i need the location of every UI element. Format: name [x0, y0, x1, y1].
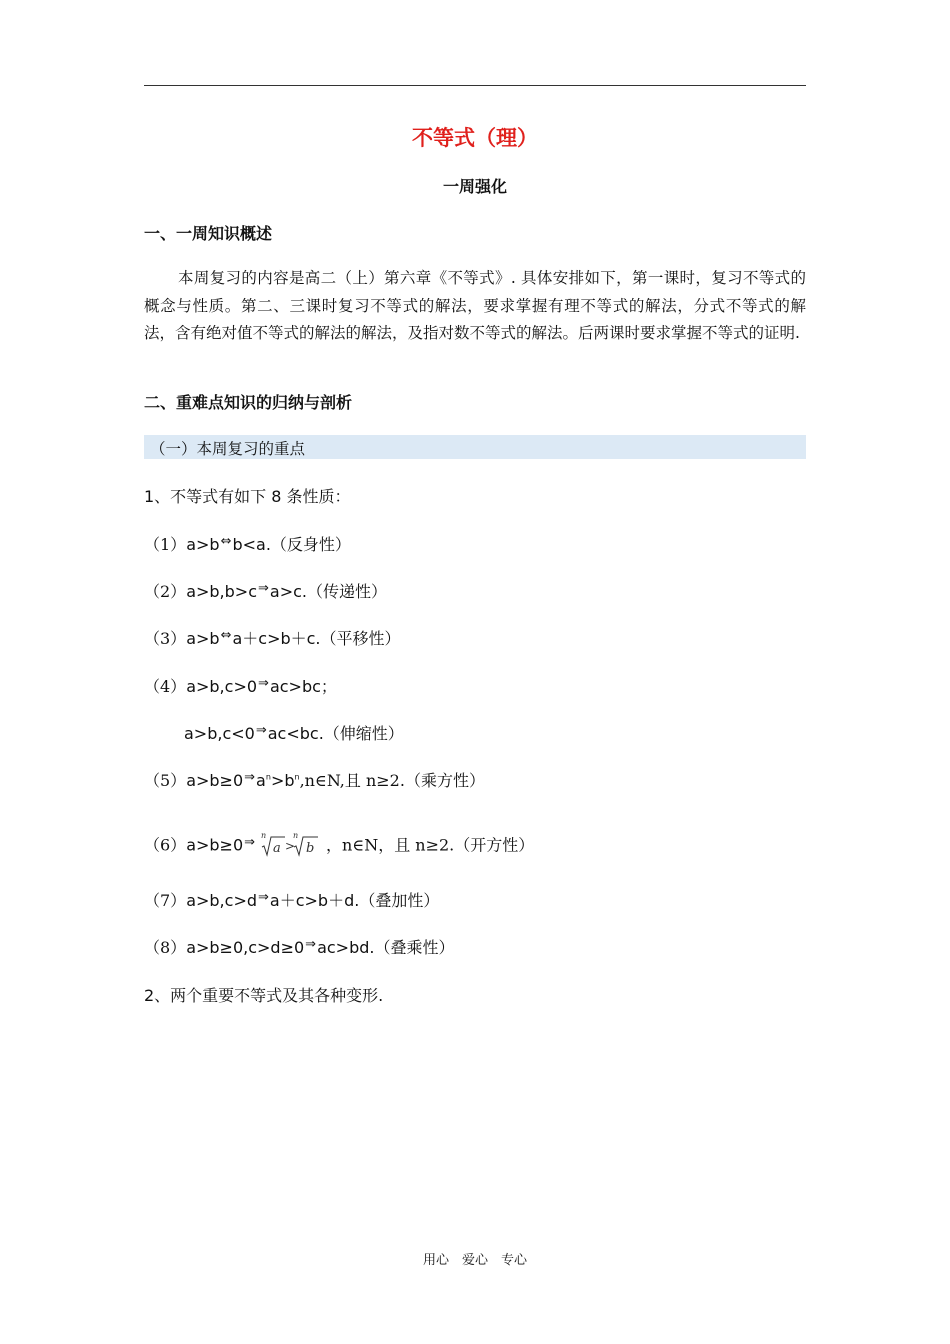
property-8	[144, 935, 455, 958]
section-heading-key-points: 二、重难点知识的归纳与剖析	[144, 393, 353, 412]
subsection-title: （一）本周复习的重点	[150, 440, 306, 458]
property-condition: ,n∈N,且 n≥2.	[299, 771, 405, 790]
property-note: （反身性）	[270, 535, 351, 554]
property-rhs: ac>bc；	[269, 677, 337, 696]
svg-text:b: b	[306, 841, 315, 856]
property-3	[144, 626, 401, 649]
property-rhs: b<a.	[232, 535, 271, 554]
subsection-band	[144, 435, 806, 459]
property-rhs: ac<bc.	[267, 724, 324, 743]
document-title: 不等式（理）	[412, 126, 538, 150]
property-7	[144, 888, 439, 911]
property-number: （2）	[144, 582, 187, 601]
implies-arrow-icon: ⇒	[258, 581, 269, 596]
equivalence-arrow-icon: ⇔	[220, 534, 232, 549]
property-1	[144, 532, 351, 555]
svg-text:n: n	[293, 831, 299, 840]
document-subtitle: 一周强化	[442, 177, 507, 196]
property-lhs: a>b≥0,c>d≥0	[186, 938, 305, 957]
property-note: （乘方性）	[404, 771, 485, 790]
property-number: （4）	[144, 677, 187, 696]
property-4b	[184, 721, 404, 744]
section-heading-overview: 一、一周知识概述	[144, 224, 273, 243]
property-lhs: a>b≥0	[186, 771, 244, 790]
item-2-text: 2、两个重要不等式及其各种变形.	[144, 986, 384, 1005]
intro-text: 本周复习的内容是高二（上）第六章《不等式》. 具体安排如下，第一课时，复习不等式的概念与性质。第二、三课时复习不等式的解法，要求掌握有理不等式的解法，分式不等式的解法，含有绝对值不等式的解法的解法，及指对数不等式的解法。后两课时要求掌握不等式的证明.	[144, 269, 806, 342]
property-note: （叠乘性）	[374, 938, 455, 957]
property-lhs: a>b,b>c	[186, 582, 257, 601]
property-rhs: a＋c>b＋c.	[232, 629, 321, 648]
property-lhs: a>b,c>0	[186, 677, 258, 696]
property-lhs: a>b≥0	[186, 835, 244, 855]
property-2	[144, 579, 387, 602]
power-base-a: a	[256, 771, 266, 790]
property-rhs: a>c.	[269, 582, 307, 601]
property-note: （平移性）	[320, 629, 401, 648]
property-lhs: a>b	[186, 535, 220, 554]
property-number: （6）	[144, 835, 187, 855]
implies-arrow-icon: ⇒	[258, 676, 269, 691]
item-1-text: 1、不等式有如下 8 条性质：	[144, 487, 351, 506]
implies-arrow-icon: ⇒	[255, 723, 267, 738]
svg-text:n: n	[261, 831, 267, 840]
property-5	[144, 768, 485, 791]
property-note: （传递性）	[307, 582, 388, 601]
property-lhs: a>b	[186, 629, 220, 648]
property-rhs: ac>bd.	[317, 938, 375, 957]
page-footer: 用心 爱心 专心	[422, 1253, 527, 1268]
header-rule	[144, 85, 806, 86]
property-number: （7）	[144, 891, 187, 910]
item-2-heading	[144, 983, 383, 1006]
property-note: （叠加性）	[359, 891, 440, 910]
implies-arrow-icon: ⇒	[244, 770, 256, 785]
implies-arrow-icon: ⇒	[244, 834, 256, 850]
property-6	[144, 829, 534, 863]
property-number: （5）	[144, 771, 187, 790]
power-base-b: >b	[270, 771, 295, 790]
intro-paragraph	[144, 265, 806, 348]
implies-arrow-icon: ⇒	[258, 890, 269, 905]
equivalence-arrow-icon: ⇔	[220, 628, 232, 643]
property-condition: ，n∈N，且 n≥2.	[326, 835, 455, 855]
item-1-heading	[144, 484, 351, 507]
property-note: （伸缩性）	[323, 724, 404, 743]
property-number: （8）	[144, 938, 187, 957]
implies-arrow-icon: ⇒	[305, 937, 317, 952]
svg-text:a: a	[273, 841, 281, 856]
property-number: （1）	[144, 535, 187, 554]
property-note: （开方性）	[454, 835, 535, 855]
property-lhs: a>b,c>d	[186, 891, 257, 910]
exponent-n: n	[265, 772, 271, 782]
property-rhs: a＋c>b＋d.	[269, 891, 360, 910]
property-number: （3）	[144, 629, 187, 648]
property-lhs: a>b,c<0	[184, 724, 255, 743]
svg-text:>: >	[285, 839, 296, 853]
exponent-n: n	[294, 772, 300, 782]
property-4	[144, 674, 337, 697]
nth-root-formula-image	[260, 829, 322, 863]
